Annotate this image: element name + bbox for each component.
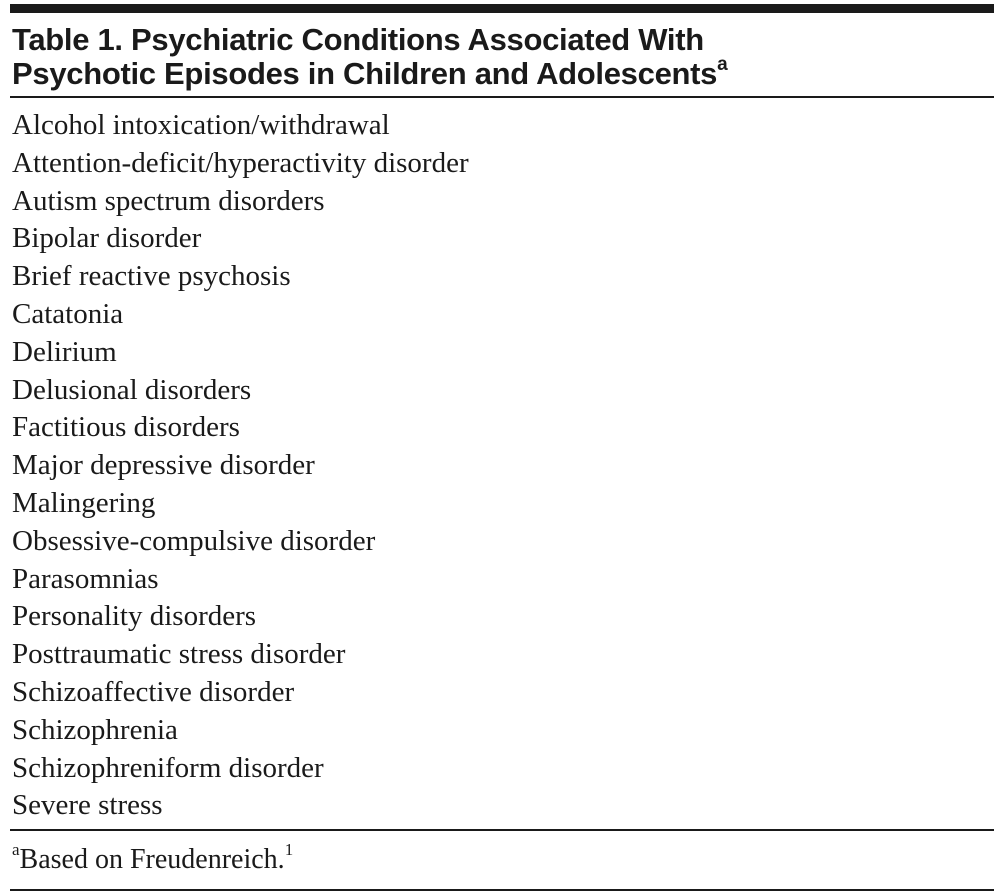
footnote-text: Based on Freudenreich. [19,844,285,876]
list-item: Schizoaffective disorder [12,675,295,708]
list-item: Schizophrenia [12,713,178,746]
footnote-reference: 1 [284,839,294,859]
list-item: Obsessive-compulsive disorder [12,524,376,557]
title-footnote-marker: a [717,53,728,75]
condition-list [12,107,994,825]
list-item: Factitious disorders [12,411,240,444]
list-item: Personality disorders [12,600,257,633]
list-item: Attention-deficit/hyperactivity disorder [12,146,469,179]
list-item: Delusional disorders [12,373,252,406]
table-title [12,23,994,91]
footer-rule [10,829,994,831]
list-item: Malingering [12,486,156,519]
list-item: Delirium [12,335,117,368]
list-item: Alcohol intoxication/withdrawal [12,109,390,141]
list-item: Catatonia [12,297,124,330]
header-rule [10,96,994,98]
table [10,0,994,891]
list-item: Major depressive disorder [12,449,315,482]
list-item: Severe stress [12,789,163,822]
list-item: Schizophreniform disorder [12,751,324,784]
list-item: Posttraumatic stress disorder [12,638,346,671]
list-item: Bipolar disorder [12,222,202,255]
table-title-line-1: Table 1. Psychiatric Conditions Associated With [12,22,704,57]
table-footnote [12,839,994,877]
list-item: Parasomnias [12,562,159,595]
list-item: Brief reactive psychosis [12,260,291,293]
list-item: Autism spectrum disorders [12,184,325,217]
footnote-marker: a [12,839,20,859]
top-rule [10,4,994,13]
table-title-line-2: Psychotic Episodes in Children and Adolescents [12,56,718,91]
